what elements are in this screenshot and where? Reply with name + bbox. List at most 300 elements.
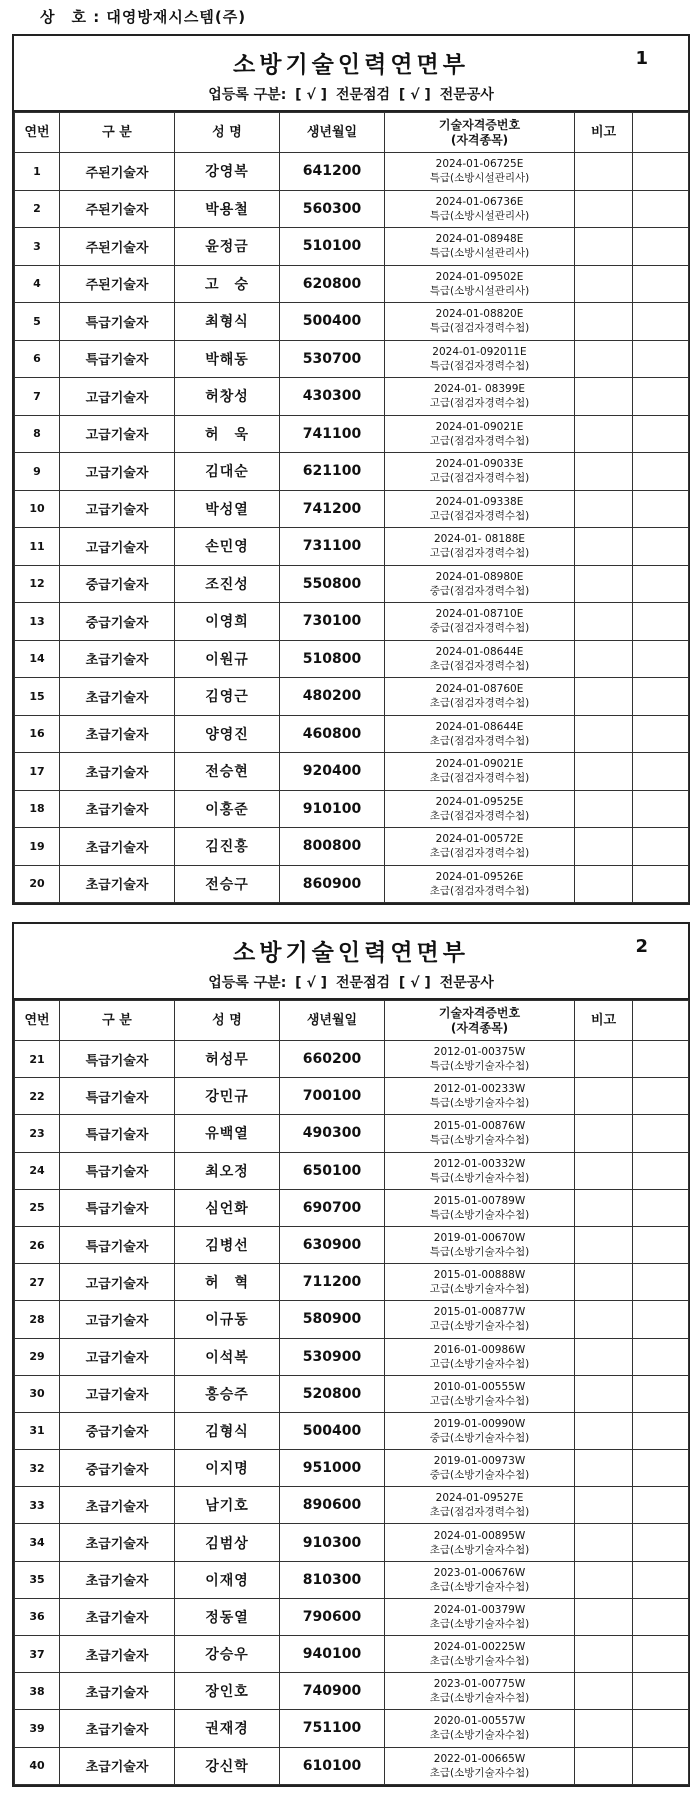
table-row: [15, 678, 689, 716]
row-certificate: [385, 1524, 575, 1561]
row-grade: 초급기술자: [60, 790, 175, 828]
row-birthdate: 430300: [280, 378, 385, 416]
row-grade: 초급기술자: [60, 1598, 175, 1635]
certificate-number: 2024-01-08644E: [435, 720, 524, 733]
row-grade: 초급기술자: [60, 1673, 175, 1710]
row-birthdate: 460800: [280, 715, 385, 753]
table-row: [15, 1673, 689, 1710]
row-blank: [633, 603, 689, 641]
row-certificate: [385, 228, 575, 266]
col-note: 비고: [575, 1001, 633, 1041]
row-grade: 특급기술자: [60, 1115, 175, 1152]
row-note: [575, 1152, 633, 1189]
row-note: [575, 1041, 633, 1078]
table-header-row: [15, 113, 689, 153]
row-note: [575, 1636, 633, 1673]
row-certificate: [385, 1041, 575, 1078]
certificate-type: 중급(소방기술자수첩): [429, 1469, 530, 1482]
row-blank: [633, 190, 689, 228]
row-grade: 주된기술자: [60, 228, 175, 266]
row-grade: 초급기술자: [60, 1636, 175, 1673]
row-note: [575, 1450, 633, 1487]
roster-sheet-1: [12, 34, 690, 905]
col-no: 연번: [15, 1001, 60, 1041]
row-certificate: [385, 1078, 575, 1115]
row-note: [575, 1673, 633, 1710]
row-grade: 주된기술자: [60, 265, 175, 303]
row-birthdate: 810300: [280, 1561, 385, 1598]
row-number: 24: [15, 1152, 60, 1189]
row-birthdate: 560300: [280, 190, 385, 228]
table-row: [15, 303, 689, 341]
col-grade: 구 분: [60, 113, 175, 153]
table-row: [15, 1189, 689, 1226]
row-number: 33: [15, 1487, 60, 1524]
row-grade: 초급기술자: [60, 865, 175, 903]
certificate-number: 2019-01-00670W: [433, 1232, 526, 1245]
certificate-type: 초급(소방기술자수첩): [429, 1580, 530, 1593]
row-blank: [633, 1338, 689, 1375]
certificate-type: 초급(점검자경력수첩): [429, 847, 530, 860]
row-name: 윤정금: [175, 228, 280, 266]
certificate-number: 2024-01-00225W: [433, 1641, 526, 1654]
certificate-number: 2024-01-08760E: [435, 683, 524, 696]
row-name: 허성무: [175, 1041, 280, 1078]
row-birthdate: 700100: [280, 1078, 385, 1115]
certificate-type: 초급(점검자경력수첩): [429, 1506, 530, 1519]
col-blank: [633, 113, 689, 153]
row-note: [575, 1189, 633, 1226]
certificate-type: 초급(소방기술자수첩): [429, 1617, 530, 1630]
col-cert-line2: (자격종목): [450, 1020, 509, 1035]
row-blank: [633, 303, 689, 341]
row-certificate: [385, 1115, 575, 1152]
row-grade: 고급기술자: [60, 1264, 175, 1301]
table-row: [15, 190, 689, 228]
row-number: 13: [15, 603, 60, 641]
certificate-type: 초급(소방기술자수첩): [429, 1729, 530, 1742]
row-blank: [633, 1524, 689, 1561]
row-blank: [633, 753, 689, 791]
row-note: [575, 603, 633, 641]
certificate-number: 2024-01-00572E: [435, 833, 524, 846]
row-certificate: [385, 528, 575, 566]
row-certificate: [385, 340, 575, 378]
row-note: [575, 228, 633, 266]
row-number: 32: [15, 1450, 60, 1487]
table-row: [15, 1338, 689, 1375]
certificate-number: 2024-01-09021E: [435, 758, 524, 771]
roster-body: [15, 1041, 689, 1785]
company-name: 상 호 : 대영방재시스템(주): [40, 8, 247, 26]
sheet-header: [14, 36, 688, 112]
row-blank: [633, 453, 689, 491]
row-note: [575, 1226, 633, 1263]
row-grade: 초급기술자: [60, 1747, 175, 1784]
table-row: [15, 1301, 689, 1338]
certificate-number: 2024-01-00379W: [433, 1603, 526, 1616]
row-birthdate: 690700: [280, 1189, 385, 1226]
table-row: [15, 1226, 689, 1263]
col-cert: [385, 113, 575, 153]
certificate-number: 2015-01-00789W: [433, 1194, 526, 1207]
row-name: 장인호: [175, 1673, 280, 1710]
certificate-number: 2023-01-00676W: [433, 1566, 526, 1579]
certificate-type: 특급(소방시설관리사): [429, 172, 530, 185]
row-note: [575, 1487, 633, 1524]
certificate-number: 2024-01-00895W: [433, 1529, 526, 1542]
certificate-type: 초급(점검자경력수첩): [429, 809, 530, 822]
row-name: 손민영: [175, 528, 280, 566]
row-grade: 특급기술자: [60, 1189, 175, 1226]
certificate-type: 특급(소방기술자수첩): [429, 1208, 530, 1221]
row-note: [575, 1561, 633, 1598]
roster-table: [14, 1000, 689, 1785]
row-certificate: [385, 1152, 575, 1189]
row-number: 6: [15, 340, 60, 378]
row-blank: [633, 1673, 689, 1710]
row-grade: 고급기술자: [60, 378, 175, 416]
row-grade: 주된기술자: [60, 190, 175, 228]
col-cert-line2: (자격종목): [450, 132, 509, 147]
table-row: [15, 1078, 689, 1115]
certificate-number: 2024-01- 08188E: [433, 533, 526, 546]
row-grade: 주된기술자: [60, 153, 175, 191]
row-grade: 중급기술자: [60, 603, 175, 641]
row-name: 전승현: [175, 753, 280, 791]
row-blank: [633, 640, 689, 678]
col-cert-line1: 기술자격증번호: [438, 117, 521, 132]
row-blank: [633, 1412, 689, 1449]
col-birth: 생년월일: [280, 113, 385, 153]
row-number: 25: [15, 1189, 60, 1226]
certificate-number: 2024-01-06736E: [435, 195, 524, 208]
certificate-number: 2024-01-08710E: [435, 608, 524, 621]
row-note: [575, 1747, 633, 1784]
certificate-number: 2023-01-00775W: [433, 1678, 526, 1691]
row-name: 김형식: [175, 1412, 280, 1449]
row-blank: [633, 1487, 689, 1524]
registration-type-line: [14, 972, 688, 992]
row-number: 19: [15, 828, 60, 866]
row-number: 1: [15, 153, 60, 191]
row-blank: [633, 415, 689, 453]
row-birthdate: 641200: [280, 153, 385, 191]
certificate-type: 특급(소방기술자수첩): [429, 1246, 530, 1259]
row-certificate: [385, 1412, 575, 1449]
certificate-number: 2024-01-08980E: [435, 570, 524, 583]
row-birthdate: 610100: [280, 1747, 385, 1784]
row-blank: [633, 1264, 689, 1301]
certificate-number: 2024-01-08948E: [435, 233, 524, 246]
row-number: 12: [15, 565, 60, 603]
row-number: 36: [15, 1598, 60, 1635]
certificate-type: 초급(점검자경력수첩): [429, 734, 530, 747]
row-grade: 고급기술자: [60, 453, 175, 491]
row-blank: [633, 1078, 689, 1115]
row-note: [575, 1078, 633, 1115]
row-name: 김범상: [175, 1524, 280, 1561]
row-grade: 초급기술자: [60, 1487, 175, 1524]
row-blank: [633, 490, 689, 528]
certificate-type: 초급(점검자경력수첩): [429, 697, 530, 710]
row-certificate: [385, 303, 575, 341]
row-number: 28: [15, 1301, 60, 1338]
page-number: 2: [635, 936, 648, 957]
row-number: 40: [15, 1747, 60, 1784]
row-certificate: [385, 1673, 575, 1710]
row-grade: 중급기술자: [60, 565, 175, 603]
row-number: 38: [15, 1673, 60, 1710]
table-row: [15, 753, 689, 791]
row-number: 26: [15, 1226, 60, 1263]
row-birthdate: 731100: [280, 528, 385, 566]
row-number: 4: [15, 265, 60, 303]
row-grade: 고급기술자: [60, 415, 175, 453]
row-grade: 초급기술자: [60, 753, 175, 791]
row-grade: 초급기술자: [60, 1524, 175, 1561]
row-number: 21: [15, 1041, 60, 1078]
row-note: [575, 153, 633, 191]
row-number: 29: [15, 1338, 60, 1375]
row-note: [575, 1710, 633, 1747]
row-blank: [633, 565, 689, 603]
row-name: 정동열: [175, 1598, 280, 1635]
row-birthdate: 480200: [280, 678, 385, 716]
certificate-number: 2024-01-09033E: [435, 458, 524, 471]
row-name: 강신학: [175, 1747, 280, 1784]
certificate-type: 초급(소방기술자수첩): [429, 1766, 530, 1779]
certificate-type: 고급(점검자경력수첩): [429, 397, 530, 410]
roster-sheet-2: [12, 922, 690, 1787]
row-number: 9: [15, 453, 60, 491]
table-header-row: [15, 1001, 689, 1041]
row-note: [575, 340, 633, 378]
row-number: 31: [15, 1412, 60, 1449]
row-blank: [633, 1450, 689, 1487]
row-note: [575, 1598, 633, 1635]
row-grade: 초급기술자: [60, 715, 175, 753]
sheet-title: 소방기술인력연면부: [233, 52, 469, 78]
row-certificate: [385, 1487, 575, 1524]
row-name: 강승우: [175, 1636, 280, 1673]
type-construction: 전문공사: [439, 87, 494, 103]
certificate-type: 중급(점검자경력수첩): [429, 622, 530, 635]
row-note: [575, 490, 633, 528]
table-row: [15, 490, 689, 528]
row-certificate: [385, 1561, 575, 1598]
row-name: 김진홍: [175, 828, 280, 866]
certificate-type: 고급(소방기술자수첩): [429, 1320, 530, 1333]
certificate-number: 2019-01-00990W: [433, 1417, 526, 1430]
row-note: [575, 1301, 633, 1338]
row-name: 권재경: [175, 1710, 280, 1747]
row-number: 17: [15, 753, 60, 791]
row-note: [575, 753, 633, 791]
row-blank: [633, 1115, 689, 1152]
row-blank: [633, 1301, 689, 1338]
row-birthdate: 790600: [280, 1598, 385, 1635]
row-blank: [633, 1747, 689, 1784]
table-row: [15, 565, 689, 603]
row-birthdate: 650100: [280, 1152, 385, 1189]
row-name: 김대순: [175, 453, 280, 491]
row-birthdate: 510800: [280, 640, 385, 678]
certificate-type: 고급(점검자경력수첩): [429, 472, 530, 485]
row-blank: [633, 1375, 689, 1412]
row-note: [575, 1115, 633, 1152]
row-number: 22: [15, 1078, 60, 1115]
certificate-number: 2024-01-09527E: [435, 1492, 524, 1505]
row-name: 이규동: [175, 1301, 280, 1338]
table-row: [15, 1747, 689, 1784]
col-cert-line1: 기술자격증번호: [438, 1005, 521, 1020]
certificate-type: 고급(점검자경력수첩): [429, 509, 530, 522]
row-grade: 특급기술자: [60, 340, 175, 378]
row-blank: [633, 1561, 689, 1598]
row-note: [575, 865, 633, 903]
row-birthdate: 711200: [280, 1264, 385, 1301]
roster-table: [14, 112, 689, 903]
certificate-type: 고급(소방기술자수첩): [429, 1283, 530, 1296]
row-name: 조진성: [175, 565, 280, 603]
row-certificate: [385, 1226, 575, 1263]
table-row: [15, 1450, 689, 1487]
row-blank: [633, 153, 689, 191]
row-name: 김병선: [175, 1226, 280, 1263]
certificate-type: 초급(소방기술자수첩): [429, 1692, 530, 1705]
certificate-type: 특급(소방기술자수첩): [429, 1171, 530, 1184]
row-grade: 특급기술자: [60, 1152, 175, 1189]
row-name: 최형식: [175, 303, 280, 341]
table-row: [15, 828, 689, 866]
row-blank: [633, 1636, 689, 1673]
row-number: 35: [15, 1561, 60, 1598]
table-row: [15, 865, 689, 903]
row-grade: 중급기술자: [60, 1412, 175, 1449]
row-birthdate: 500400: [280, 1412, 385, 1449]
row-name: 유백열: [175, 1115, 280, 1152]
row-grade: 고급기술자: [60, 1375, 175, 1412]
row-grade: 초급기술자: [60, 828, 175, 866]
type-inspection: 전문점검: [335, 975, 391, 991]
row-birthdate: 580900: [280, 1301, 385, 1338]
checkbox-inspection: [ √ ]: [295, 975, 328, 991]
row-name: 남기호: [175, 1487, 280, 1524]
table-row: [15, 715, 689, 753]
row-note: [575, 303, 633, 341]
row-grade: 특급기술자: [60, 1078, 175, 1115]
registration-label: 업등록 구분:: [208, 87, 287, 103]
certificate-type: 특급(점검자경력수첩): [429, 359, 530, 372]
roster-body: [15, 153, 689, 903]
row-note: [575, 1338, 633, 1375]
row-certificate: [385, 1301, 575, 1338]
row-birthdate: 530700: [280, 340, 385, 378]
col-blank: [633, 1001, 689, 1041]
col-grade: 구 분: [60, 1001, 175, 1041]
table-row: [15, 453, 689, 491]
row-note: [575, 565, 633, 603]
row-blank: [633, 1598, 689, 1635]
row-birthdate: 550800: [280, 565, 385, 603]
row-name: 허 욱: [175, 415, 280, 453]
row-note: [575, 1375, 633, 1412]
sheet-header: [14, 924, 688, 1000]
row-blank: [633, 1226, 689, 1263]
table-row: [15, 790, 689, 828]
row-number: 39: [15, 1710, 60, 1747]
row-note: [575, 415, 633, 453]
certificate-number: 2024-01- 08399E: [433, 383, 526, 396]
certificate-type: 고급(소방기술자수첩): [429, 1357, 530, 1370]
row-certificate: [385, 565, 575, 603]
certificate-type: 특급(소방기술자수첩): [429, 1134, 530, 1147]
row-certificate: [385, 265, 575, 303]
row-blank: [633, 1189, 689, 1226]
col-name: 성 명: [175, 1001, 280, 1041]
row-certificate: [385, 678, 575, 716]
row-name: 박용철: [175, 190, 280, 228]
table-row: [15, 1561, 689, 1598]
row-name: 김영근: [175, 678, 280, 716]
row-grade: 초급기술자: [60, 678, 175, 716]
row-name: 박해동: [175, 340, 280, 378]
row-certificate: [385, 753, 575, 791]
certificate-number: 2012-01-00375W: [433, 1046, 526, 1059]
row-name: 이영희: [175, 603, 280, 641]
certificate-type: 초급(소방기술자수첩): [429, 1655, 530, 1668]
row-number: 34: [15, 1524, 60, 1561]
col-no: 연번: [15, 113, 60, 153]
table-row: [15, 415, 689, 453]
row-certificate: [385, 790, 575, 828]
table-row: [15, 603, 689, 641]
row-certificate: [385, 603, 575, 641]
row-grade: 중급기술자: [60, 1450, 175, 1487]
row-birthdate: 620800: [280, 265, 385, 303]
row-blank: [633, 790, 689, 828]
row-birthdate: 940100: [280, 1636, 385, 1673]
table-row: [15, 153, 689, 191]
row-birthdate: 530900: [280, 1338, 385, 1375]
row-name: 이석복: [175, 1338, 280, 1375]
certificate-type: 초급(점검자경력수첩): [429, 659, 530, 672]
table-row: [15, 1375, 689, 1412]
row-number: 18: [15, 790, 60, 828]
row-note: [575, 678, 633, 716]
row-name: 이원규: [175, 640, 280, 678]
row-certificate: [385, 715, 575, 753]
table-row: [15, 1041, 689, 1078]
row-note: [575, 528, 633, 566]
row-number: 3: [15, 228, 60, 266]
certificate-type: 특급(점검자경력수첩): [429, 322, 530, 335]
row-number: 2: [15, 190, 60, 228]
row-birthdate: 751100: [280, 1710, 385, 1747]
row-blank: [633, 1710, 689, 1747]
row-name: 홍승주: [175, 1375, 280, 1412]
row-birthdate: 890600: [280, 1487, 385, 1524]
row-number: 7: [15, 378, 60, 416]
row-certificate: [385, 1598, 575, 1635]
row-name: 양영진: [175, 715, 280, 753]
row-note: [575, 1412, 633, 1449]
checkbox-inspection: [ √ ]: [295, 87, 328, 103]
row-grade: 고급기술자: [60, 1338, 175, 1375]
row-birthdate: 800800: [280, 828, 385, 866]
certificate-number: 2015-01-00877W: [433, 1306, 526, 1319]
